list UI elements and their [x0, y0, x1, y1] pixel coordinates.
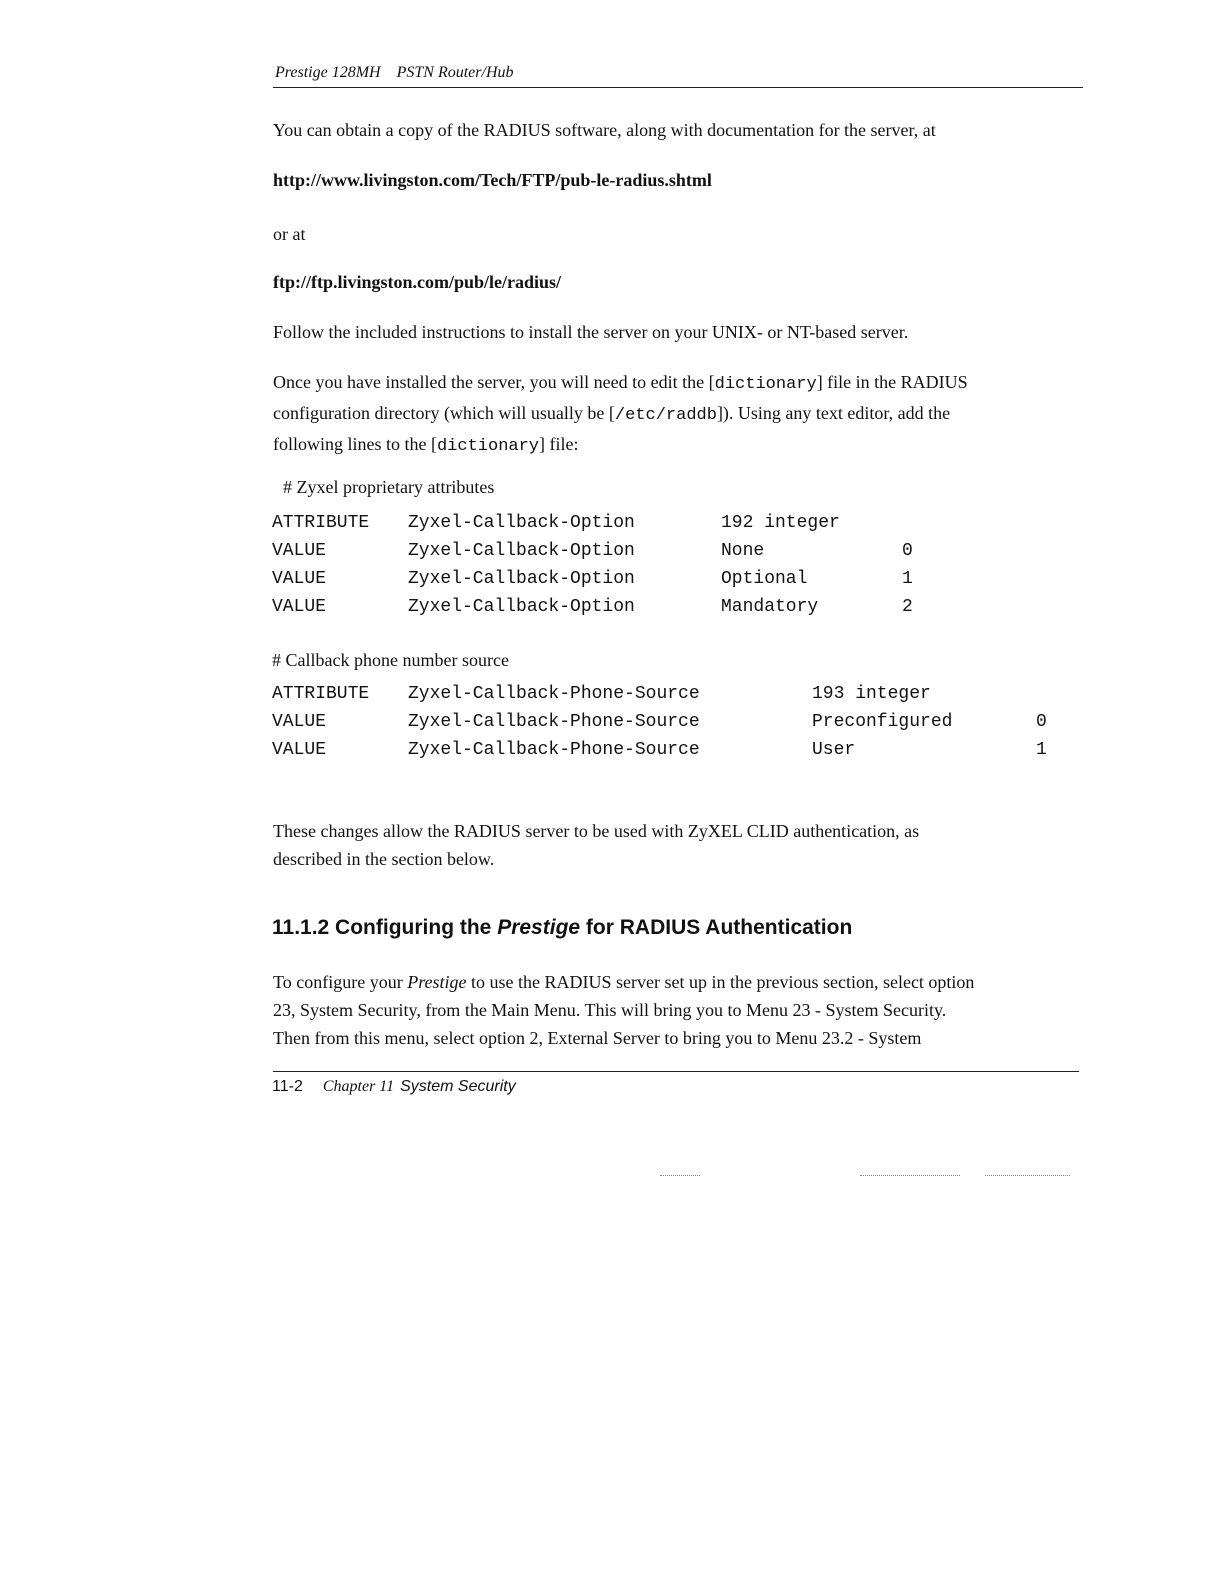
dictionary-filename: dictionary — [436, 437, 540, 456]
code-keyword: VALUE — [272, 740, 327, 760]
changes-line-2: described in the section below. — [273, 849, 495, 869]
code-keyword: ATTRIBUTE — [272, 513, 370, 533]
configure-line-2: 23, System Security, from the Main Menu. This will bring you to Menu 23 - System Security. — [273, 1000, 947, 1020]
code-line — [272, 569, 1092, 595]
code-line — [272, 597, 1092, 623]
code-attribute-name: Zyxel-Callback-Option — [408, 569, 635, 589]
code-value: Preconfigured — [812, 712, 953, 732]
configure-line-1: To configure your Prestige to use the RADIUS server set up in the previous section, select option — [273, 972, 975, 992]
code-attribute-name: Zyxel-Callback-Phone-Source — [408, 684, 700, 704]
code-line — [272, 541, 1092, 567]
page-footer — [272, 1078, 516, 1096]
code-value: 193 integer — [812, 684, 931, 704]
dictionary-filename: dictionary — [714, 375, 817, 394]
code-number: 2 — [902, 597, 913, 617]
install-paragraph: Follow the included instructions to install the server on your UNIX- or NT-based server. — [273, 322, 909, 342]
code-comment-2: # Callback phone number source — [272, 650, 509, 670]
radius-http-link[interactable]: http://www.livingston.com/Tech/FTP/pub-le-radius.shtml — [273, 170, 712, 190]
edit-line-2: configuration directory (which will usually be [/etc/raddb]). Using any text editor, add the — [273, 403, 951, 425]
scan-speckle — [985, 1175, 1070, 1177]
code-attribute-name: Zyxel-Callback-Phone-Source — [408, 712, 700, 732]
scan-speckle — [660, 1175, 700, 1177]
code-value: 192 integer — [721, 513, 840, 533]
code-attribute-name: Zyxel-Callback-Option — [408, 597, 635, 617]
code-keyword: VALUE — [272, 597, 327, 617]
intro-paragraph: You can obtain a copy of the RADIUS software, along with documentation for the server, at — [273, 120, 936, 140]
code-line — [272, 712, 1092, 738]
footer-rule — [273, 1071, 1079, 1072]
code-value: User — [812, 740, 856, 760]
code-attribute-name: Zyxel-Callback-Option — [408, 541, 635, 561]
changes-line-1: These changes allow the RADIUS server to be used with ZyXEL CLID authentication, as — [273, 821, 920, 841]
radius-ftp-link[interactable]: ftp://ftp.livingston.com/pub/le/radius/ — [273, 272, 562, 292]
scan-speckle — [860, 1175, 960, 1177]
running-header — [275, 64, 1083, 82]
edit-paragraph — [273, 368, 1093, 461]
page-number: 11-2 — [272, 1078, 303, 1095]
code-value: Optional — [721, 569, 808, 589]
configure-paragraph — [273, 968, 1093, 1052]
code-line — [272, 684, 1092, 710]
header-subtitle: PSTN Router/Hub — [396, 64, 514, 81]
section-heading: 11.1.2 Configuring the Prestige for RADIUS Authentication — [272, 916, 853, 939]
edit-line-1: Once you have installed the server, you will need to edit the [dictionary] file in the RADIUS — [273, 372, 968, 394]
or-at-text: or at — [273, 224, 306, 244]
header-product: Prestige 128MH — [275, 64, 381, 81]
code-line — [272, 740, 1092, 766]
header-rule — [273, 87, 1083, 88]
code-number: 0 — [902, 541, 913, 561]
edit-line-3: following lines to the [dictionary] file: — [273, 434, 579, 456]
code-keyword: VALUE — [272, 712, 327, 732]
code-line — [272, 513, 1092, 539]
raddb-path: /etc/raddb — [614, 406, 717, 425]
code-number: 0 — [1036, 712, 1047, 732]
configure-line-3: Then from this menu, select option 2, External Server to bring you to Menu 23.2 - System — [273, 1028, 922, 1048]
code-value: Mandatory — [721, 597, 819, 617]
code-comment-1: # Zyxel proprietary attributes — [283, 477, 495, 497]
changes-paragraph — [273, 817, 1093, 873]
code-keyword: ATTRIBUTE — [272, 684, 370, 704]
footer-chapter: Chapter 11 — [322, 1078, 395, 1095]
code-number: 1 — [1036, 740, 1047, 760]
footer-title: System Security — [400, 1078, 516, 1095]
code-keyword: VALUE — [272, 569, 327, 589]
code-attribute-name: Zyxel-Callback-Phone-Source — [408, 740, 700, 760]
code-value: None — [721, 541, 765, 561]
code-attribute-name: Zyxel-Callback-Option — [408, 513, 635, 533]
code-number: 1 — [902, 569, 913, 589]
code-keyword: VALUE — [272, 541, 327, 561]
